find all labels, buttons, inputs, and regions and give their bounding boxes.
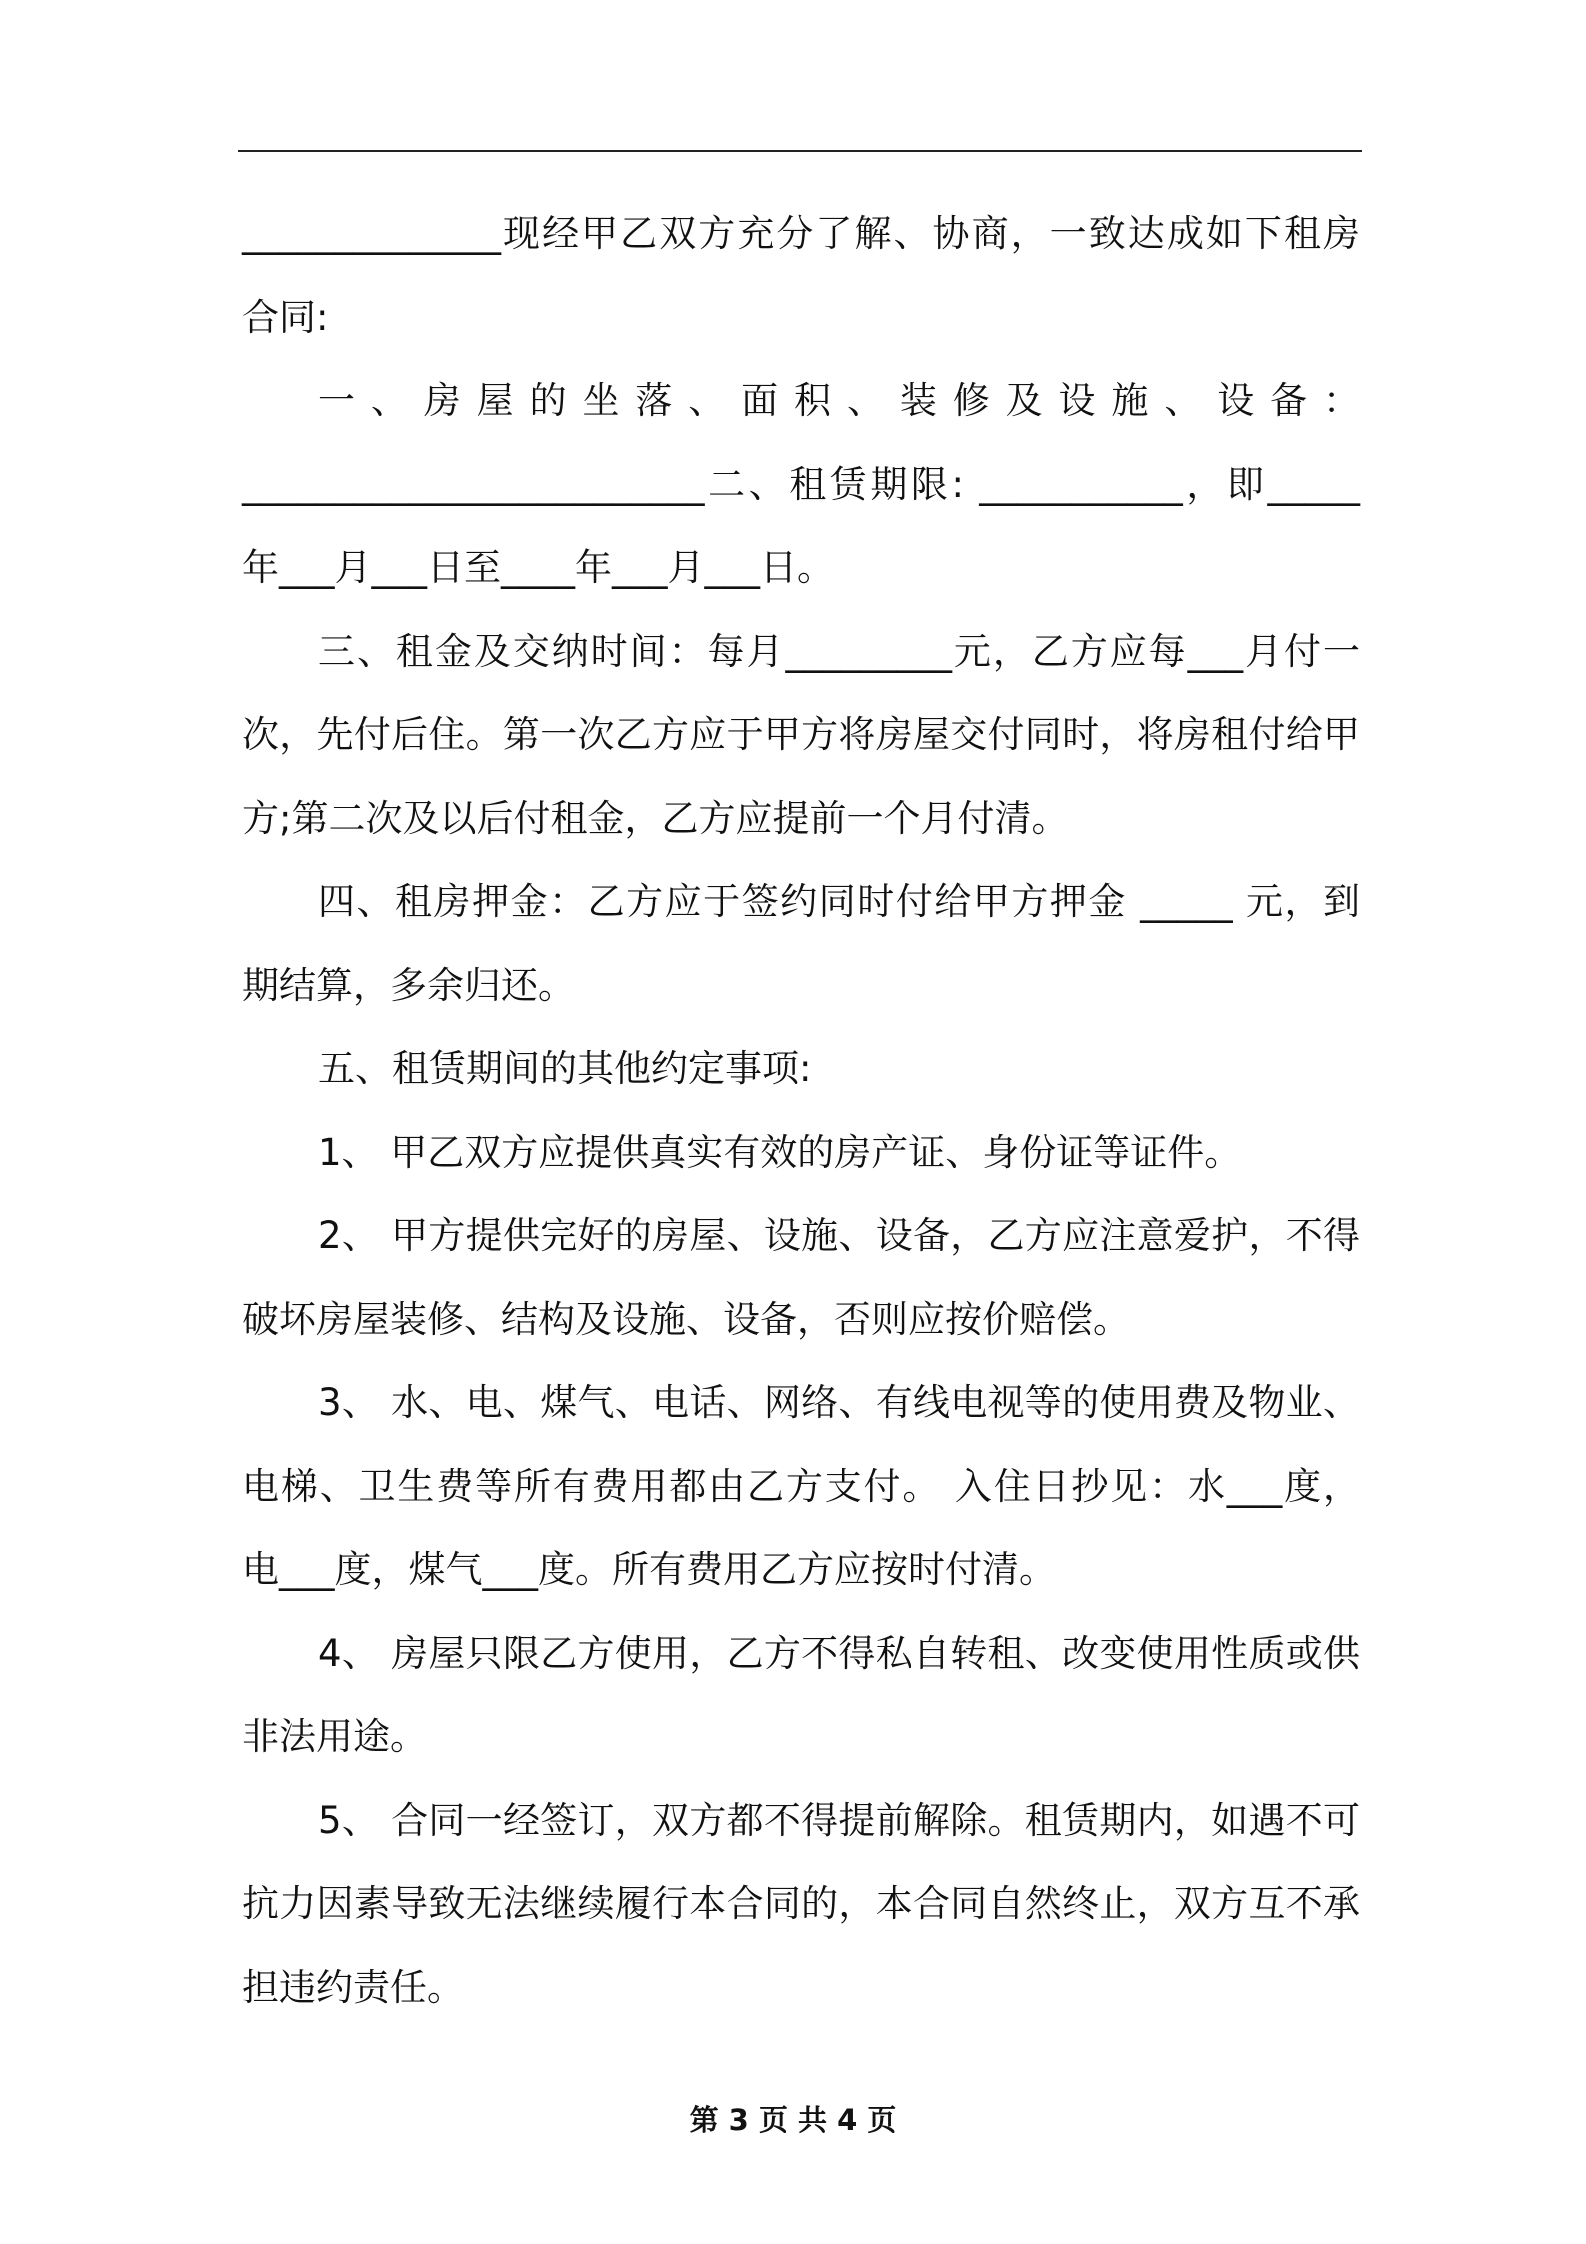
list-item: 2、 甲方提供完好的房屋、设施、设备，乙方应注意爱护，不得 (318, 1214, 1360, 1257)
text-line: 年___月___日至____年___月___日。 (242, 546, 834, 589)
page-number: 第 3 页 共 4 页 (689, 2103, 897, 2137)
contract-body (242, 192, 1360, 2029)
text-line: 期结算，多余归还。 (242, 963, 575, 1007)
section-heading: 五、租赁期间的其他约定事项: (318, 1047, 812, 1090)
header-rule (238, 150, 1362, 152)
text-line: _________________________二、租赁期限: ___________，即_____ (242, 462, 1360, 506)
text-line: 合同: (242, 295, 329, 339)
list-item: 5、 合同一经签订，双方都不得提前解除。租赁期内，如遇不可 (318, 1798, 1360, 1842)
text-line: 电梯、卫生费等所有费用都由乙方支付。 入住日抄见：水___度， (242, 1464, 1360, 1508)
list-item: 4、 房屋只限乙方使用，乙方不得私自转租、改变使用性质或供 (318, 1631, 1360, 1675)
list-item: 1、 甲乙双方应提供真实有效的房产证、身份证等证件。 (318, 1130, 1242, 1174)
text-line: 担违约责任。 (242, 1965, 464, 2009)
list-item: 3、 水、电、煤气、电话、网络、有线电视等的使用费及物业、 (318, 1381, 1360, 1424)
text-line: ______________现经甲乙双方充分了解、协商，一致达成如下租房 (242, 212, 1360, 255)
text-line: 抗力因素导致无法继续履行本合同的，本合同自然终止，双方互不承 (242, 1882, 1360, 1925)
section-heading: 四、租房押金：乙方应于签约同时付给甲方押金 _____ 元，到 (318, 880, 1360, 923)
text-line: 电___度，煤气___度。所有费用乙方应按时付清。 (242, 1548, 1056, 1591)
text-line: 非法用途。 (242, 1715, 427, 1758)
text-line: 破坏房屋装修、结构及设施、设备，否则应按价赔偿。 (242, 1297, 1130, 1341)
text-line: 次，先付后住。第一次乙方应于甲方将房屋交付同时，将房租付给甲 (242, 713, 1360, 756)
section-heading: 一、房屋的坐落、面积、装修及设施、设备： (318, 379, 1360, 422)
section-heading: 三、租金及交纳时间：每月_________元，乙方应每___月付一 (318, 629, 1360, 673)
text-line: 方;第二次及以后付租金，乙方应提前一个月付清。 (242, 796, 1069, 840)
